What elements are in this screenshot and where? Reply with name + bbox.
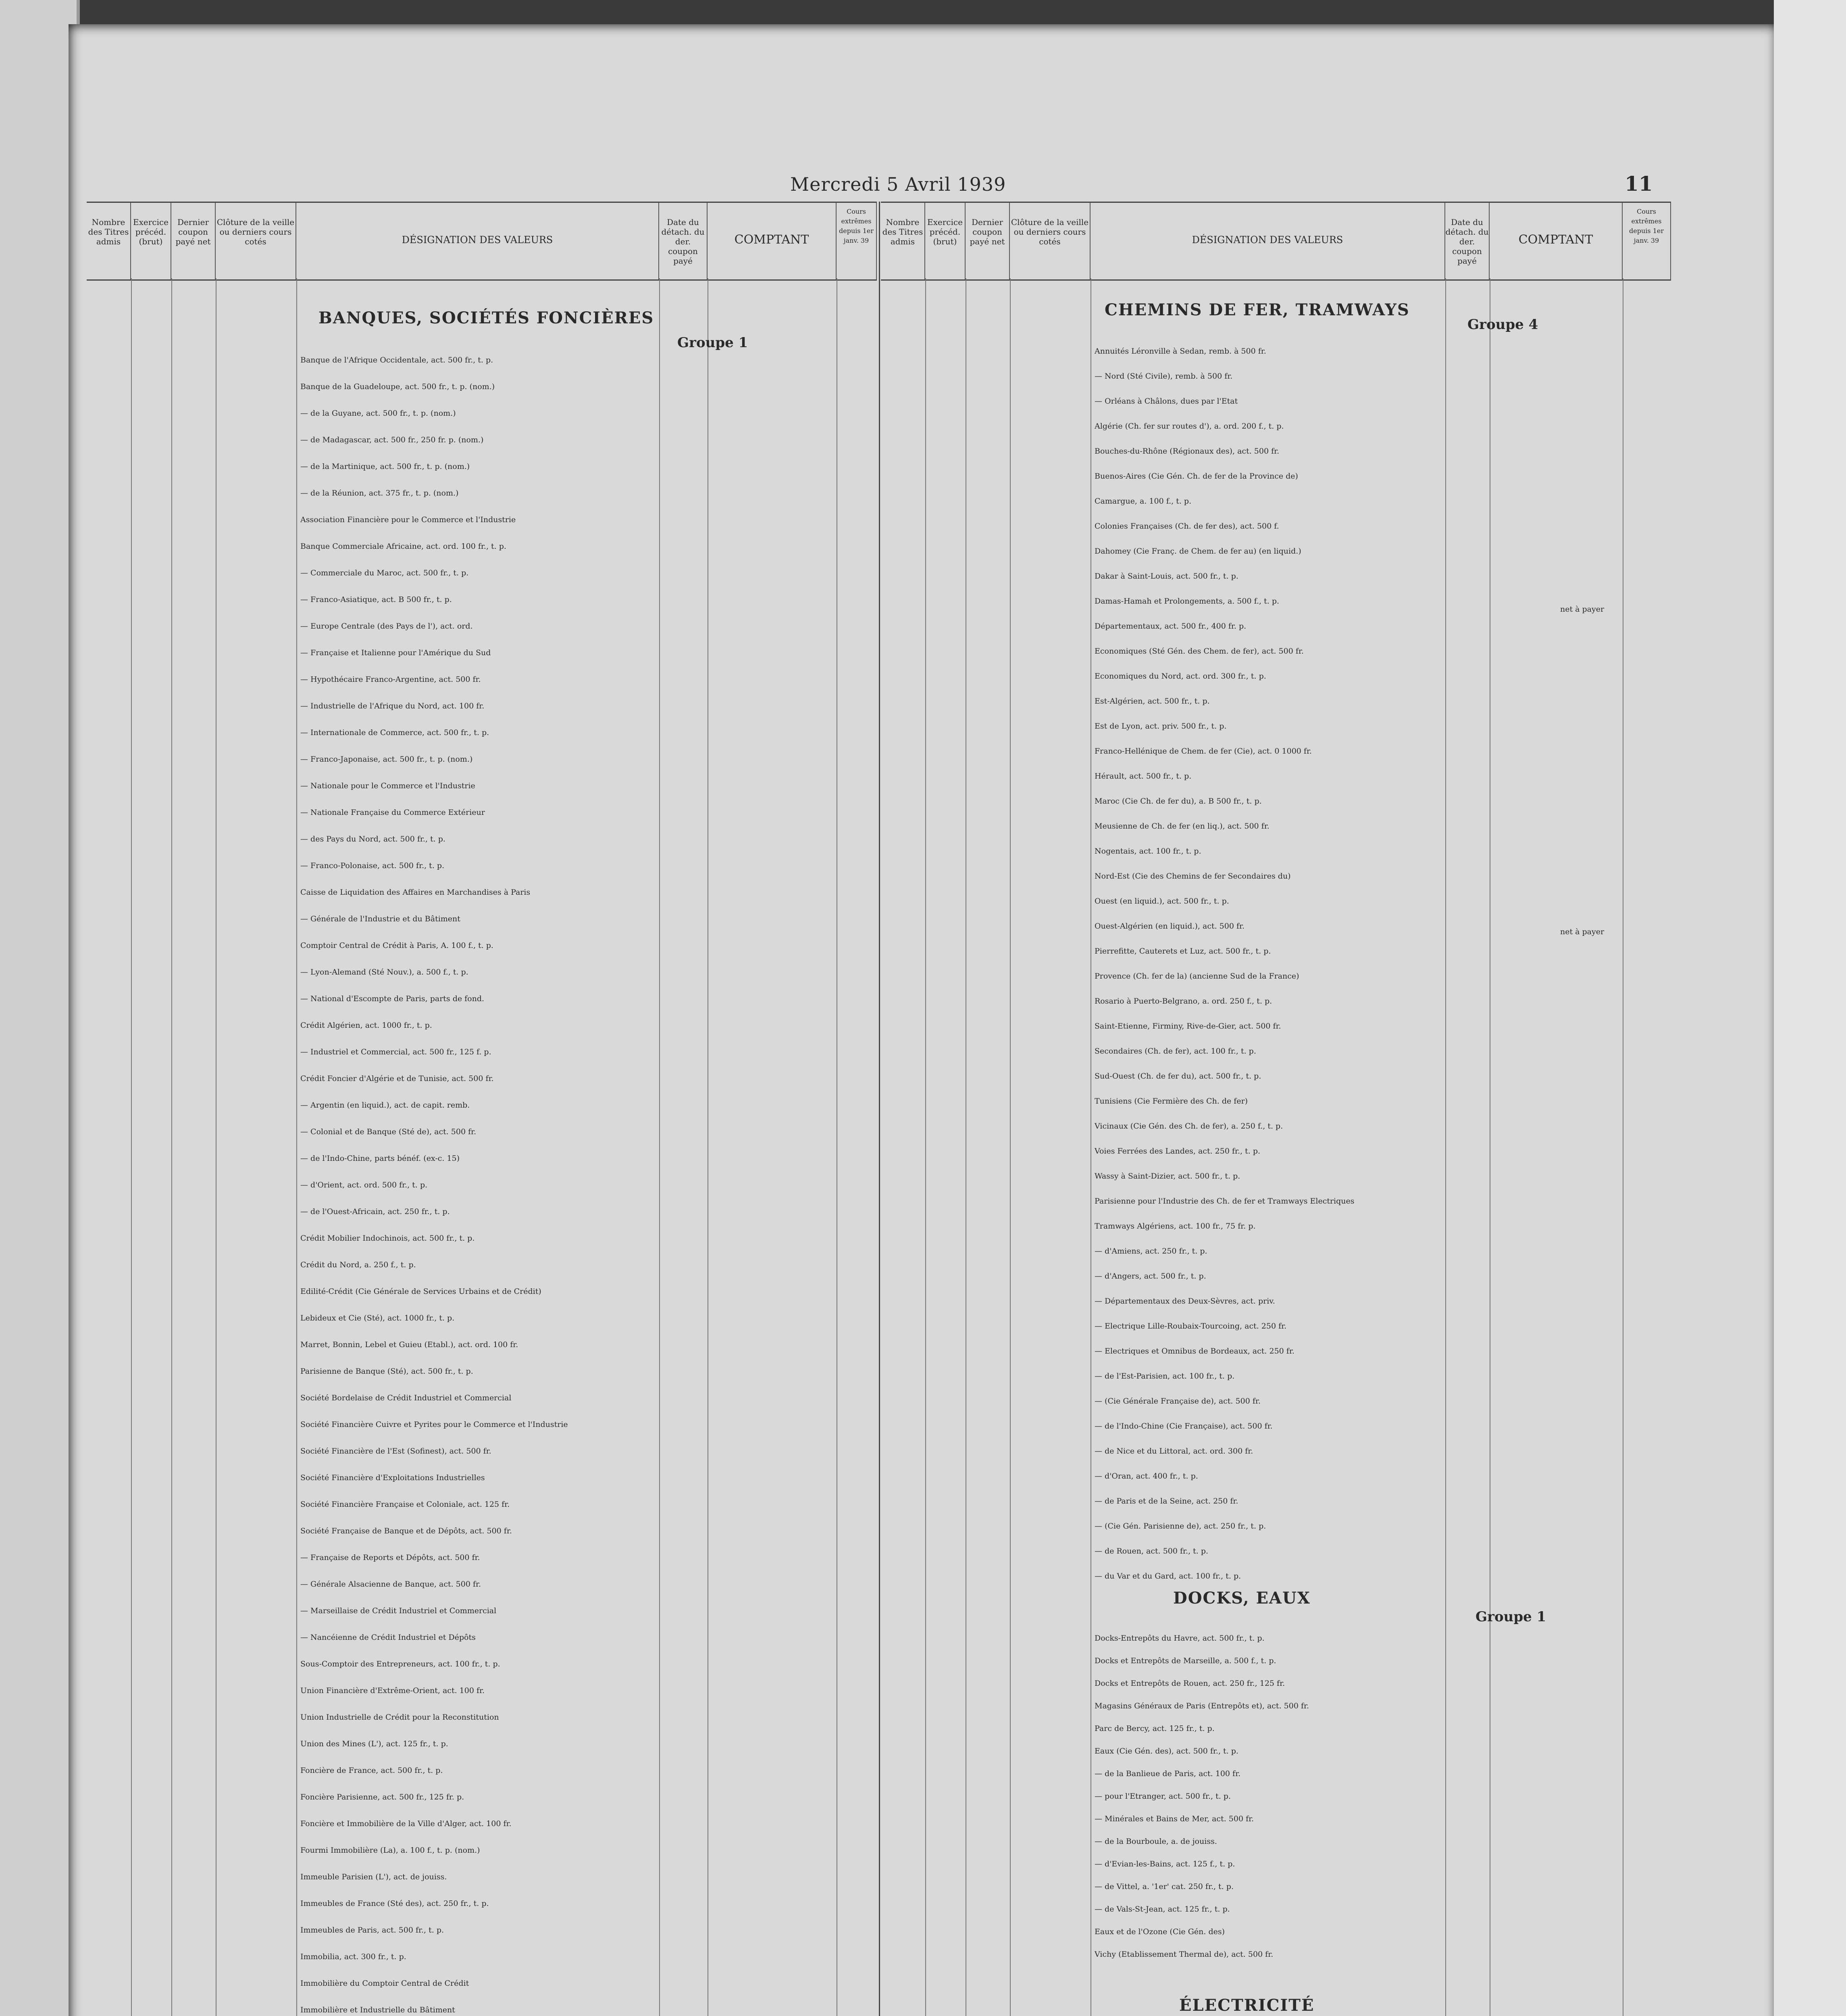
col-cours-extremes: Cours extrêmes depuis 1er janv. 39 (837, 203, 877, 279)
left-column-header (87, 202, 877, 281)
security-entry: Foncière Parisienne, act. 500 fr., 125 fr. p. (300, 1793, 464, 1801)
security-entry: — Lyon-Alemand (Sté Nouv.), a. 500 f., t. p. (300, 968, 468, 977)
security-entry: Ouest (en liquid.), act. 500 fr., t. p. (1095, 897, 1229, 906)
col-exercice: Exercice précéd. (brut) (131, 203, 171, 279)
security-entry: Immeubles de France (Sté des), act. 250 fr., t. p. (300, 1899, 489, 1908)
railway-entries-list (1095, 339, 1441, 1589)
security-entry: Fourmi Immobilière (La), a. 100 f., t. p. (nom.) (300, 1846, 480, 1855)
security-entry: Société Financière d'Exploitations Industrielles (300, 1473, 485, 1482)
security-entry: Franco-Hellénique de Chem. de fer (Cie), act. 0 1000 fr. (1095, 747, 1312, 756)
security-entry: Saint-Etienne, Firminy, Rive-de-Gier, act. 500 fr. (1095, 1022, 1281, 1031)
security-entry: — Générale Alsacienne de Banque, act. 500 fr. (300, 1580, 481, 1589)
security-entry: Provence (Ch. fer de la) (ancienne Sud de la France) (1095, 972, 1299, 981)
security-entry: Immeuble Parisien (L'), act. de jouiss. (300, 1872, 447, 1881)
security-entry: Société Financière de l'Est (Sofinest), act. 500 fr. (300, 1447, 491, 1456)
security-entry: Ouest-Algérien (en liquid.), act. 500 fr. (1095, 922, 1245, 931)
security-entry: Colonies Françaises (Ch. de fer des), act. 500 f. (1095, 522, 1279, 531)
col-cloture-r: Clôture de la veille ou derniers cours cotés (1010, 203, 1091, 279)
security-entry: Immobilia, act. 300 fr., t. p. (300, 1952, 406, 1961)
security-entry: Sous-Comptoir des Entrepreneurs, act. 100 fr., t. p. (300, 1660, 500, 1668)
left-entries-list (300, 347, 655, 2016)
page-date: Mercredi 5 Avril 1939 (790, 173, 1006, 195)
security-entry: Rosario à Puerto-Belgrano, a. ord. 250 f., t. p. (1095, 997, 1272, 1006)
security-entry: Secondaires (Ch. de fer), act. 100 fr., t. p. (1095, 1047, 1256, 1056)
security-entry: — d'Angers, act. 500 fr., t. p. (1095, 1272, 1206, 1281)
security-entry: Banque de l'Afrique Occidentale, act. 500 fr., t. p. (300, 356, 493, 364)
security-entry: Eaux (Cie Gén. des), act. 500 fr., t. p. (1095, 1747, 1238, 1756)
security-entry: Parisienne de Banque (Sté), act. 500 fr., t. p. (300, 1367, 473, 1376)
security-entry: Lebideux et Cie (Sté), act. 1000 fr., t. p. (300, 1314, 455, 1322)
security-entry: Docks et Entrepôts de Marseille, a. 500 f., t. p. (1095, 1656, 1276, 1665)
security-entry: — Générale de l'Industrie et du Bâtiment (300, 914, 460, 923)
security-entry: — Colonial et de Banque (Sté de), act. 500 fr. (300, 1127, 477, 1136)
security-entry: Banque de la Guadeloupe, act. 500 fr., t. p. (nom.) (300, 382, 495, 391)
security-entry: — du Var et du Gard, act. 100 fr., t. p. (1095, 1572, 1241, 1581)
security-entry: — Commerciale du Maroc, act. 500 fr., t. p. (300, 569, 469, 577)
security-entry: — d'Amiens, act. 250 fr., t. p. (1095, 1247, 1207, 1256)
security-entry: — Electrique Lille-Roubaix-Tourcoing, act. 250 fr. (1095, 1322, 1287, 1331)
security-entry: Crédit du Nord, a. 250 f., t. p. (300, 1260, 416, 1269)
security-entry: Marret, Bonnin, Lebel et Guieu (Etabl.), act. ord. 100 fr. (300, 1340, 518, 1349)
col-nombre-r: Nombre des Titres admis (881, 203, 925, 279)
security-entry: — Industrielle de l'Afrique du Nord, act. 100 fr. (300, 702, 485, 710)
security-entry: Maroc (Cie Ch. de fer du), a. B 500 fr., t. p. (1095, 797, 1262, 806)
rule (1010, 278, 1011, 2016)
security-entry: Wassy à Saint-Dizier, act. 500 fr., t. p. (1095, 1172, 1240, 1181)
security-entry: — National d'Escompte de Paris, parts de fond. (300, 994, 485, 1003)
security-entry: — Départementaux des Deux-Sèvres, act. priv. (1095, 1297, 1275, 1306)
right-column-header (881, 202, 1671, 281)
security-entry: — de la Banlieue de Paris, act. 100 fr. (1095, 1769, 1241, 1778)
security-entry: Pierrefitte, Cauterets et Luz, act. 500 fr., t. p. (1095, 947, 1271, 956)
center-rule (879, 202, 880, 2016)
col-date-detach-r: Date du détach. du der. coupon payé (1445, 203, 1490, 279)
security-entry: — de la Réunion, act. 375 fr., t. p. (nom.) (300, 489, 459, 498)
page-stack-edge (1774, 0, 1846, 2016)
security-entry: — Franco-Japonaise, act. 500 fr., t. p. (nom.) (300, 755, 473, 764)
security-entry: Est-Algérien, act. 500 fr., t. p. (1095, 697, 1210, 706)
security-entry: Buenos-Aires (Cie Gén. Ch. de fer de la Province de) (1095, 472, 1298, 481)
security-entry: — de Nice et du Littoral, act. ord. 300 fr. (1095, 1447, 1253, 1456)
security-entry: Damas-Hamah et Prolongements, a. 500 f., t. p. (1095, 597, 1280, 606)
section-electricite: ÉLECTRICITÉ (1179, 1996, 1315, 2015)
security-entry: — de l'Est-Parisien, act. 100 fr., t. p. (1095, 1372, 1235, 1381)
security-entry: Nord-Est (Cie des Chemins de fer Secondaires du) (1095, 872, 1291, 881)
security-entry: Bouches-du-Rhône (Régionaux des), act. 500 fr. (1095, 447, 1280, 456)
security-entry: Société Financière Cuivre et Pyrites pour le Commerce et l'Industrie (300, 1420, 568, 1429)
col-exercice-r: Exercice précéd. (brut) (925, 203, 966, 279)
security-entry: — Internationale de Commerce, act. 500 fr., t. p. (300, 728, 489, 737)
security-entry: — Nancéienne de Crédit Industriel et Dépôts (300, 1633, 476, 1642)
security-entry: Economiques (Sté Gén. des Chem. de fer), act. 500 fr. (1095, 647, 1304, 656)
security-entry: — de Paris et de la Seine, act. 250 fr. (1095, 1497, 1238, 1506)
security-entry: — de l'Indo-Chine, parts bénéf. (ex-c. 15) (300, 1154, 460, 1163)
security-entry: Société Bordelaise de Crédit Industriel et Commercial (300, 1393, 512, 1402)
security-entry: — d'Orient, act. ord. 500 fr., t. p. (300, 1181, 428, 1189)
security-entry: — de la Martinique, act. 500 fr., t. p. (nom.) (300, 462, 470, 471)
group-1-left: Groupe 1 (677, 335, 748, 351)
security-entry: Edilité-Crédit (Cie Générale de Services Urbains et de Crédit) (300, 1287, 541, 1296)
security-entry: — de la Bourboule, a. de jouiss. (1095, 1837, 1217, 1846)
comptant-note-2: net à payer (1560, 927, 1605, 936)
col-designation-r: DÉSIGNATION DES VALEURS (1091, 203, 1445, 279)
security-entry: Annuités Léronville à Sedan, remb. à 500 fr. (1095, 347, 1266, 356)
security-entry: — Marseillaise de Crédit Industriel et Commercial (300, 1606, 497, 1615)
security-entry: — (Cie Générale Française de), act. 500 fr. (1095, 1397, 1261, 1406)
security-entry: Dakar à Saint-Louis, act. 500 fr., t. p. (1095, 572, 1238, 581)
security-entry: Foncière de France, act. 500 fr., t. p. (300, 1766, 443, 1775)
security-entry: — Hypothécaire Franco-Argentine, act. 500 fr. (300, 675, 481, 684)
rule (171, 278, 172, 2016)
group-4-right: Groupe 4 (1467, 317, 1538, 333)
security-entry: — d'Oran, act. 400 fr., t. p. (1095, 1472, 1198, 1481)
security-entry: — Europe Centrale (des Pays de l'), act. ord. (300, 622, 473, 631)
col-nombre: Nombre des Titres admis (87, 203, 131, 279)
security-entry: Crédit Foncier d'Algérie et de Tunisie, act. 500 fr. (300, 1074, 494, 1083)
col-date-detach: Date du détach. du der. coupon payé (659, 203, 708, 279)
security-entry: — de Madagascar, act. 500 fr., 250 fr. p. (nom.) (300, 435, 484, 444)
security-entry: Association Financière pour le Commerce et l'Industrie (300, 515, 516, 524)
security-entry: Immeubles de Paris, act. 500 fr., t. p. (300, 1926, 444, 1935)
section-banques: BANQUES, SOCIÉTÉS FONCIÈRES (318, 308, 654, 327)
security-entry: Magasins Généraux de Paris (Entrepôts et), act. 500 fr. (1095, 1702, 1309, 1710)
security-entry: Union Industrielle de Crédit pour la Reconstitution (300, 1713, 499, 1722)
security-entry: — Industriel et Commercial, act. 500 fr., 125 f. p. (300, 1048, 491, 1056)
security-entry: Docks-Entrepôts du Havre, act. 500 fr., t. p. (1095, 1634, 1265, 1643)
security-entry: — des Pays du Nord, act. 500 fr., t. p. (300, 835, 445, 843)
col-designation: DÉSIGNATION DES VALEURS (296, 203, 659, 279)
security-entry: Union des Mines (L'), act. 125 fr., t. p. (300, 1739, 448, 1748)
security-entry: Algérie (Ch. fer sur routes d'), a. ord. 200 f., t. p. (1095, 422, 1284, 431)
security-entry: Voies Ferrées des Landes, act. 250 fr., t. p. (1095, 1147, 1261, 1156)
security-entry: Sud-Ouest (Ch. de fer du), act. 500 fr., t. p. (1095, 1072, 1261, 1081)
col-cloture: Clôture de la veille ou derniers cours cotés (216, 203, 296, 279)
security-entry: Hérault, act. 500 fr., t. p. (1095, 772, 1192, 781)
security-entry: — de l'Indo-Chine (Cie Française), act. 500 fr. (1095, 1422, 1273, 1431)
security-entry: Union Financière d'Extrême-Orient, act. 100 fr. (300, 1686, 485, 1695)
rule (925, 278, 926, 2016)
security-entry: — Française et Italienne pour l'Amérique du Sud (300, 648, 491, 657)
security-entry: — de l'Ouest-Africain, act. 250 fr., t. p. (300, 1207, 450, 1216)
security-entry: Vichy (Etablissement Thermal de), act. 500 fr. (1095, 1950, 1274, 1959)
col-comptant-r: COMPTANT (1490, 203, 1623, 279)
rule (296, 278, 297, 2016)
security-entry: Camargue, a. 100 f., t. p. (1095, 497, 1192, 506)
security-entry: Est de Lyon, act. priv. 500 fr., t. p. (1095, 722, 1227, 731)
security-entry: — Nationale pour le Commerce et l'Industrie (300, 781, 475, 790)
security-entry: Caisse de Liquidation des Affaires en Marchandises à Paris (300, 888, 531, 897)
rule (131, 278, 132, 2016)
security-entry: — de Vals-St-Jean, act. 125 fr., t. p. (1095, 1905, 1230, 1914)
col-cours-extremes-r: Cours extrêmes depuis 1er janv. 39 (1623, 203, 1671, 279)
group-1-right: Groupe 1 (1476, 1609, 1546, 1625)
security-entry: Eaux et de l'Ozone (Cie Gén. des) (1095, 1927, 1225, 1936)
col-comptant: COMPTANT (708, 203, 837, 279)
rule (1445, 278, 1446, 2016)
security-entry: — de Rouen, act. 500 fr., t. p. (1095, 1547, 1209, 1556)
security-entry: Société Financière Française et Coloniale, act. 125 fr. (300, 1500, 510, 1509)
security-entry: — Nord (Sté Civile), remb. à 500 fr. (1095, 372, 1233, 381)
section-chemins-de-fer: CHEMINS DE FER, TRAMWAYS (1105, 300, 1410, 319)
security-entry: — Nationale Française du Commerce Extérieur (300, 808, 485, 817)
security-entry: Parc de Bercy, act. 125 fr., t. p. (1095, 1724, 1215, 1733)
security-entry: — Franco-Polonaise, act. 500 fr., t. p. (300, 861, 445, 870)
security-entry: — d'Evian-les-Bains, act. 125 f., t. p. (1095, 1860, 1235, 1868)
security-entry: Parisienne pour l'Industrie des Ch. de fer et Tramways Electriques (1095, 1197, 1355, 1206)
rule (659, 278, 660, 2016)
security-entry: Docks et Entrepôts de Rouen, act. 250 fr., 125 fr. (1095, 1679, 1285, 1688)
security-entry: — Minérales et Bains de Mer, act. 500 fr. (1095, 1814, 1254, 1823)
page-number: 11 (1625, 172, 1653, 196)
docks-entries-list (1095, 1627, 1441, 1966)
col-dernier-coupon-r: Dernier coupon payé net (966, 203, 1010, 279)
security-entry: Départementaux, act. 500 fr., 400 fr. p. (1095, 622, 1247, 631)
security-entry: — (Cie Gén. Parisienne de), act. 250 fr., t. p. (1095, 1522, 1266, 1531)
security-entry: — Orléans à Châlons, dues par l'Etat (1095, 397, 1238, 406)
section-docks-eaux: DOCKS, EAUX (1173, 1589, 1311, 1608)
security-entry: — pour l'Etranger, act. 500 fr., t. p. (1095, 1792, 1231, 1801)
security-entry: Tunisiens (Cie Fermière des Ch. de fer) (1095, 1097, 1248, 1106)
security-entry: — Franco-Asiatique, act. B 500 fr., t. p. (300, 595, 452, 604)
facing-page-edge (0, 0, 80, 2016)
security-entry: — Argentin (en liquid.), act. de capit. remb. (300, 1101, 470, 1110)
security-entry: Banque Commerciale Africaine, act. ord. 100 fr., t. p. (300, 542, 506, 551)
security-entry: Immobilière et Industrielle du Bâtiment (300, 2006, 455, 2014)
security-entry: Société Française de Banque et de Dépôts, act. 500 fr. (300, 1527, 512, 1535)
security-entry: Crédit Algérien, act. 1000 fr., t. p. (300, 1021, 432, 1030)
security-entry: Nogentais, act. 100 fr., t. p. (1095, 847, 1201, 856)
security-entry: Vicinaux (Cie Gén. des Ch. de fer), a. 250 f., t. p. (1095, 1122, 1283, 1131)
security-entry: Crédit Mobilier Indochinois, act. 500 fr., t. p. (300, 1234, 475, 1243)
security-entry: — de la Guyane, act. 500 fr., t. p. (nom.) (300, 409, 456, 418)
security-entry: Immobilière du Comptoir Central de Crédit (300, 1979, 469, 1988)
security-entry: — Electriques et Omnibus de Bordeaux, act. 250 fr. (1095, 1347, 1294, 1356)
security-entry: — de Vittel, a. '1er' cat. 250 fr., t. p. (1095, 1882, 1234, 1891)
security-entry: — Française de Reports et Dépôts, act. 500 fr. (300, 1553, 480, 1562)
security-entry: Dahomey (Cie Franç. de Chem. de fer au) (en liquid.) (1095, 547, 1301, 556)
comptant-note-1: net à payer (1560, 605, 1605, 614)
security-entry: Foncière et Immobilière de la Ville d'Alger, act. 100 fr. (300, 1819, 512, 1828)
col-dernier-coupon: Dernier coupon payé net (171, 203, 216, 279)
security-entry: Economiques du Nord, act. ord. 300 fr., t. p. (1095, 672, 1266, 681)
security-entry: Tramways Algériens, act. 100 fr., 75 fr. p. (1095, 1222, 1256, 1231)
security-entry: Meusienne de Ch. de fer (en liq.), act. 500 fr. (1095, 822, 1270, 831)
security-entry: Comptoir Central de Crédit à Paris, A. 100 f., t. p. (300, 941, 493, 950)
